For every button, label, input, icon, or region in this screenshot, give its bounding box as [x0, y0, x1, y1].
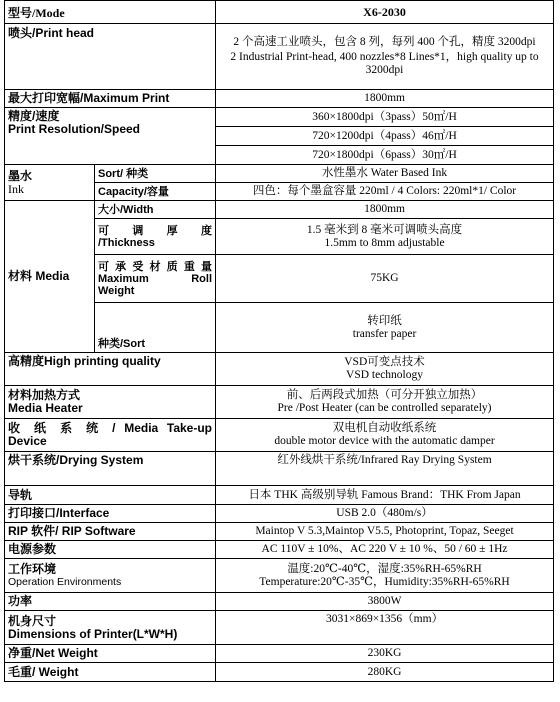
heater-value-cn: 前、后两段式加热（可分开独立加热）	[286, 389, 483, 401]
resolution-label	[5, 108, 216, 165]
net-weight-label: 净重/Net Weight	[5, 645, 216, 663]
power-value: AC 110V ± 10%、AC 220 V ± 10 %、50 / 60 ± 1Hz	[216, 541, 554, 559]
drying-label: 烘干系统/Drying System	[5, 452, 216, 486]
power-label: 电源参数	[5, 541, 216, 559]
environment-value-en: Temperature:20℃-35℃，Humidity:35%RH-65%RH	[259, 575, 510, 588]
row-environment	[5, 559, 554, 593]
media-thickness-label-2: /Thickness	[98, 236, 155, 249]
row-quality	[5, 353, 554, 386]
guide-label: 导轨	[5, 486, 216, 505]
row-power	[5, 541, 554, 559]
media-label: 材料 Media	[5, 201, 95, 353]
row-ink-sort	[5, 165, 554, 183]
row-gross-weight	[5, 663, 554, 682]
resolution-label-cn: 精度/速度	[8, 109, 60, 123]
row-model	[5, 1, 554, 24]
rip-label: RIP 软件/ RIP Software	[5, 523, 216, 541]
quality-value-cn: VSD可变点技术	[344, 356, 425, 368]
ink-capacity-value: 四色：每个墨盒容量 220ml / 4 Colors: 220ml*1/ Color	[216, 183, 554, 201]
heater-label-en: Media Heater	[8, 401, 83, 415]
media-weight-label-2: Maximum Roll	[98, 272, 213, 285]
guide-value: 日本 THK 高级别导轨 Famous Brand：THK From Japan	[216, 486, 554, 505]
dimensions-label	[5, 611, 216, 645]
power-rating-label: 功率	[5, 593, 216, 611]
quality-value	[216, 353, 554, 386]
media-sort-label: 种类/Sort	[95, 303, 216, 353]
ink-label-en: Ink	[8, 181, 24, 196]
media-width-value: 1800mm	[216, 201, 554, 219]
row-max-print	[5, 90, 554, 108]
media-thickness-label	[95, 219, 216, 255]
dimensions-label-en: Dimensions of Printer(L*W*H)	[8, 626, 178, 641]
interface-label: 打印接口/Interface	[5, 505, 216, 523]
gross-weight-value: 280KG	[216, 663, 554, 682]
row-rip	[5, 523, 554, 541]
environment-label	[5, 559, 216, 593]
takeup-label-1: 收 纸 系 统 / Media Take-up	[8, 421, 213, 435]
media-width-label: 大小/Width	[95, 201, 216, 219]
model-label: 型号/Mode	[5, 1, 216, 24]
row-resolution-1	[5, 108, 554, 127]
row-drying	[5, 452, 554, 486]
row-power-rating	[5, 593, 554, 611]
resolution-value-2: 720×1200dpi（4pass）46㎡/H	[216, 127, 554, 146]
takeup-label-2: Device	[8, 434, 47, 448]
heater-value-en: Pre /Post Heater (can be controlled separately)	[277, 402, 492, 414]
print-head-value-cn: 2 个高速工业喷头，包含 8 列，每列 400 个孔，精度 3200dpi	[233, 36, 536, 48]
environment-value-cn: 温度:20℃-40℃，湿度:35%RH-65%RH	[287, 562, 482, 575]
quality-value-en: VSD technology	[346, 369, 423, 381]
quality-label: 高精度High printing quality	[5, 353, 216, 386]
dimensions-label-cn: 机身尺寸	[8, 613, 57, 628]
model-value: X6-2030	[216, 1, 554, 24]
resolution-value-3: 720×1800dpi（6pass）30㎡/H	[216, 146, 554, 165]
heater-value	[216, 386, 554, 419]
media-weight-value: 75KG	[216, 255, 554, 303]
takeup-value	[216, 419, 554, 452]
max-print-value: 1800mm	[216, 90, 554, 108]
media-weight-label-1: 可承受材质重量	[98, 260, 213, 273]
max-print-label: 最大打印宽幅/Maximum Print	[5, 90, 216, 108]
print-head-value-en: 2 Industrial Print-head, 400 nozzles*8 Lines*1，high quality up to 3200dpi	[230, 51, 539, 76]
media-sort-value	[216, 303, 554, 353]
dimensions-value: 3031×869×1356（mm）	[216, 611, 554, 645]
environment-label-cn: 工作环境	[8, 561, 57, 576]
media-sort-value-cn: 转印纸	[367, 314, 402, 327]
print-head-value	[216, 24, 554, 90]
heater-label	[5, 386, 216, 419]
row-guide	[5, 486, 554, 505]
spec-table	[4, 0, 554, 682]
row-net-weight	[5, 645, 554, 663]
media-thickness-value	[216, 219, 554, 255]
ink-sort-label: Sort/ 种类	[95, 165, 216, 183]
ink-sort-value: 水性墨水 Water Based Ink	[216, 165, 554, 183]
takeup-value-cn: 双电机自动收纸系统	[332, 422, 437, 434]
media-thickness-value-en: 1.5mm to 8mm adjustable	[324, 236, 445, 249]
ink-label	[5, 165, 95, 201]
ink-label-cn: 墨水	[8, 168, 33, 183]
environment-value	[216, 559, 554, 593]
heater-label-cn: 材料加热方式	[8, 388, 81, 402]
net-weight-value: 230KG	[216, 645, 554, 663]
environment-label-en: Operation Environments	[8, 575, 122, 588]
row-interface	[5, 505, 554, 523]
ink-capacity-label: Capacity/容量	[95, 183, 216, 201]
media-thickness-value-cn: 1.5 毫米到 8 毫米可调喷头高度	[306, 223, 463, 236]
row-dimensions	[5, 611, 554, 645]
print-head-label: 喷头/Print head	[5, 24, 216, 90]
gross-weight-label: 毛重/ Weight	[5, 663, 216, 682]
row-heater	[5, 386, 554, 419]
takeup-value-en: double motor device with the automatic damper	[274, 435, 495, 447]
row-takeup	[5, 419, 554, 452]
media-weight-label-3: Weight	[98, 284, 135, 297]
row-print-head	[5, 24, 554, 90]
resolution-label-en: Print Resolution/Speed	[8, 122, 141, 136]
power-rating-value: 3800W	[216, 593, 554, 611]
takeup-label	[5, 419, 216, 452]
drying-value: 红外线烘干系统/Infrared Ray Drying System	[216, 452, 554, 486]
rip-value: Maintop V 5.3,Maintop V5.5, Photoprint, Topaz, Seeget	[216, 523, 554, 541]
row-media-width	[5, 201, 554, 219]
interface-value: USB 2.0（480m/s）	[216, 505, 554, 523]
media-sort-value-en: transfer paper	[352, 327, 417, 340]
resolution-value-1: 360×1800dpi（3pass）50㎡/H	[216, 108, 554, 127]
media-weight-label	[95, 255, 216, 303]
media-thickness-label-1: 可 调 厚 度	[98, 224, 213, 237]
